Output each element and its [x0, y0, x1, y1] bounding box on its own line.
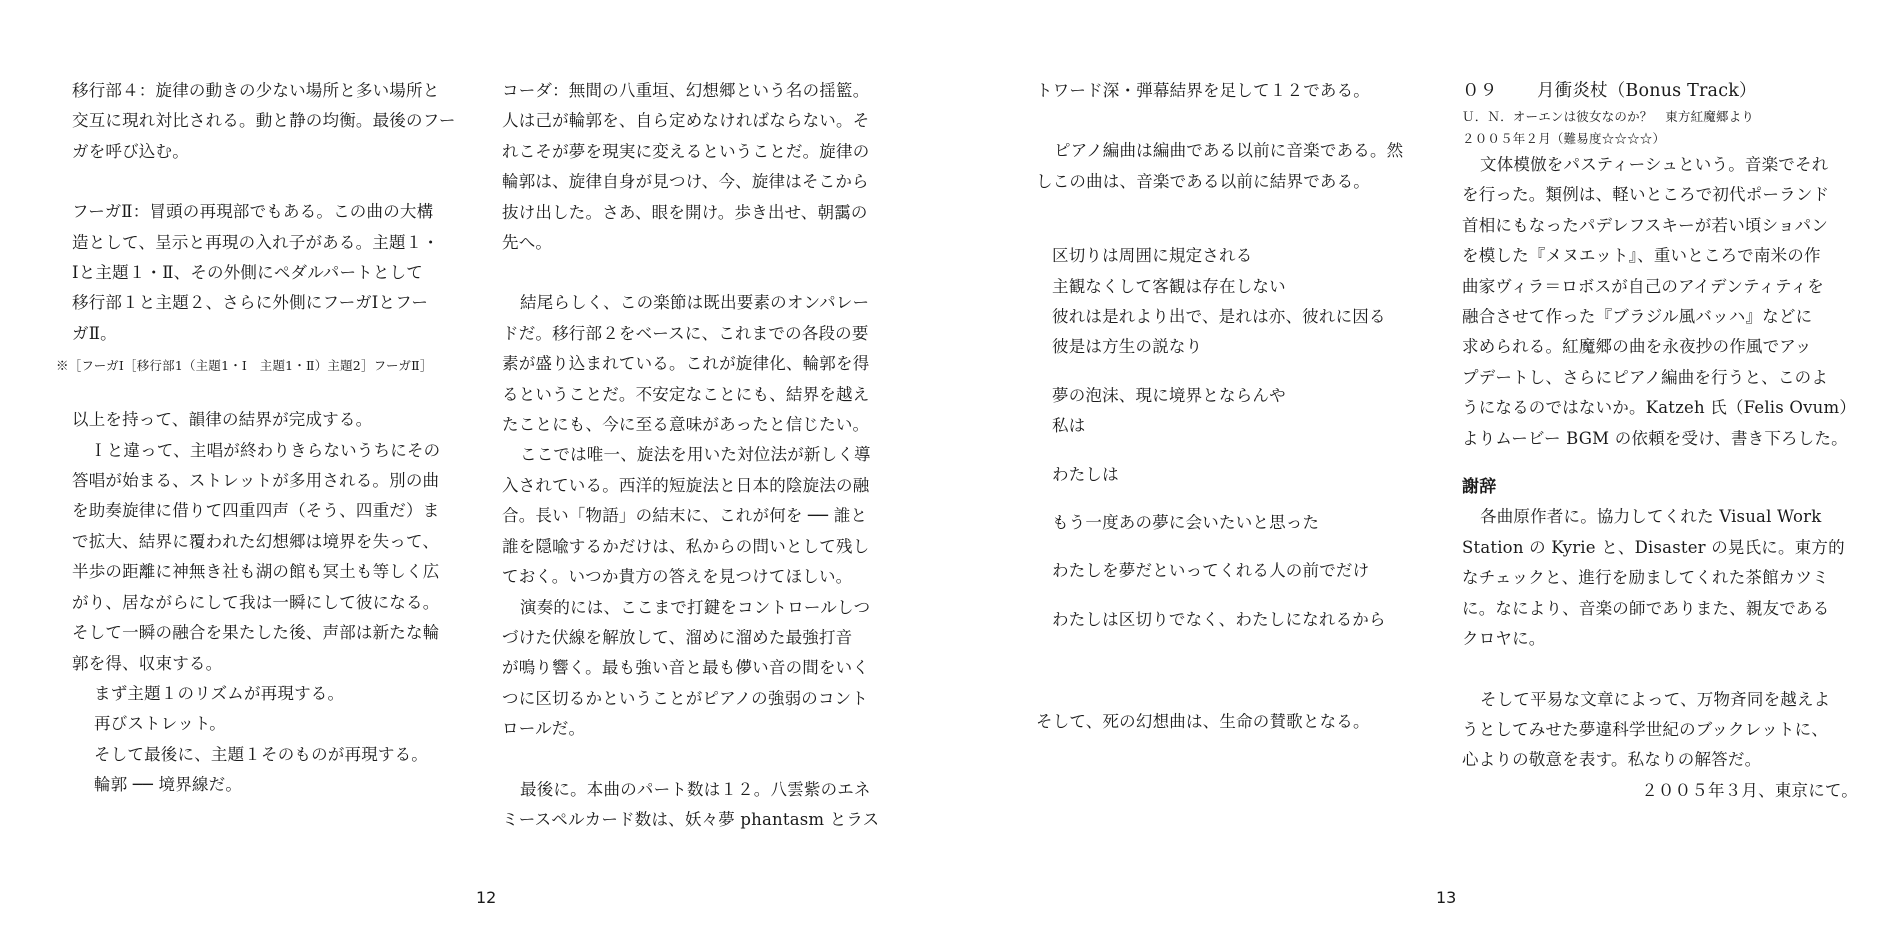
text-line: 融合させて作った『ブラジル風バッハ』などに [1462, 307, 1813, 327]
text-line: Ⅰと主題１・Ⅱ、その外側にペダルパートとして [72, 263, 423, 283]
text-line: 文体模倣をパスティーシュという。音楽でそれ [1480, 155, 1829, 174]
text-line: 誰を隠喩するかだけは、私からの問いとして残し [502, 536, 870, 556]
text-line: で拡大、結界に覆われた幻想郷は境界を失って、 [72, 531, 440, 551]
text-line: 再びストレット。 [94, 714, 226, 734]
track-heading [1462, 76, 1862, 106]
text-line: クロヤに。 [1462, 629, 1546, 649]
text-line: るということだ。不安定なことにも、結界を越え [502, 384, 870, 404]
text-line: トワード深・弾幕結界を足して１２である。 [1036, 81, 1370, 100]
text-line: れこそが夢を現実に変えるということだ。旋律の [502, 141, 870, 161]
text-line: 先へ。 [502, 233, 553, 253]
poem-line: 私は [1052, 416, 1086, 436]
poem-line: 区切りは周囲に規定される [1052, 246, 1253, 266]
text-line: 造として、呈示と再現の入れ子がある。主題１・ [72, 232, 440, 252]
text-line: 抜け出した。さあ、眼を開け。歩き出せ、朝靄の [502, 202, 868, 222]
poem-line: わたしは区切りでなく、わたしになれるから [1052, 609, 1386, 629]
text-line: Ｉと違って、主唱が終わりきらないうちにその [90, 440, 441, 460]
text-line: 人は己が輪郭を、自ら定めなければならない。そ [502, 111, 870, 131]
text-line: しこの曲は、音楽である以前に結界である。 [1036, 171, 1370, 191]
text-line: 入されている。西洋的短旋法と日本的陰旋法の融 [502, 475, 870, 495]
text-line: 答唱が始まる、ストレットが多用される。別の曲 [72, 471, 440, 491]
text-line: 以上を持って、韻律の結界が完成する。 [72, 410, 373, 430]
text-line: そして平易な文章によって、万物斉同を越えよ [1480, 689, 1831, 709]
text-line: が鳴り響く。最も強い音と最も儚い音の間をいく [502, 658, 870, 678]
text-line: Station の Kyrie と、Disaster の晃氏に。東方的 [1462, 537, 1845, 557]
thanks-heading: 謝辞 [1462, 477, 1497, 498]
poem-line: もう一度あの夢に会いたいと思った [1052, 513, 1320, 533]
text-line: コーダ：無間の八重垣、幻想郷という名の揺籃。 [502, 81, 870, 100]
text-line: フーガⅡ：冒頭の再現部でもある。この曲の大構 [72, 202, 434, 222]
poem-line: 主観なくして客観は存在しない [1052, 276, 1286, 296]
poem [1036, 241, 1436, 635]
text-line: 心よりの敬意を表す。私なりの解答だ。 [1462, 750, 1762, 770]
poem-line: わたしを夢だといってくれる人の前でだけ [1052, 561, 1370, 581]
poem-line: 彼是は方生の説なり [1052, 337, 1203, 357]
text-line: 郭を得、収束する。 [72, 653, 223, 673]
track-number: ０９ [1462, 81, 1498, 101]
text-line: 曲家ヴィラ＝ロボスが自己のアイデンティティを [1462, 276, 1824, 296]
text-line: 合。長い「物語」の結末に、これが何を ── 誰と [502, 506, 868, 526]
text-line: そして一瞬の融合を果たした後、声部は新たな輪 [72, 623, 440, 643]
text-line: なチェックと、進行を励ましてくれた茶館カツミ [1462, 568, 1829, 588]
text-line: うとしてみせた夢違科学世紀のブックレットに、 [1462, 719, 1829, 739]
text-line: 各曲原作者に。協力してくれた Visual Work [1480, 507, 1822, 527]
text-line: 半歩の距離に神無き社も湖の館も冥土も等しく広 [72, 562, 440, 582]
text-line: そして、死の幻想曲は、生命の賛歌となる。 [1036, 712, 1370, 732]
text-line: 結尾らしく、この楽節は既出要素のオンパレー [520, 293, 870, 313]
page12-column-1 [56, 76, 472, 801]
text-line: 演奏的には、ここまで打鍵をコントロールしつ [520, 597, 871, 617]
text-line: 輪郭は、旋律自身が見つけ、今、旋律はそこから [502, 172, 869, 192]
text-line: を模した『メヌエット』、重いところで南米の作 [1462, 246, 1821, 266]
text-line: を行った。類例は、軽いところで初代ポーランド [1462, 185, 1830, 205]
poem-line: 夢の泡沫、現に境界とならんや [1052, 385, 1286, 405]
text-line: ガを呼び込む。 [72, 141, 189, 161]
text-line: ここでは唯一、旋法を用いた対位法が新しく導 [520, 445, 871, 465]
track-source: Ｕ．Ｎ．オーエンは彼女なのか？ 東方紅魔郷より [1462, 109, 1755, 124]
text-line: 求められる。紅魔郷の曲を永夜抄の作風でアッ [1462, 337, 1812, 357]
signature-line: ２００５年３月、東京にて。 [1641, 780, 1858, 800]
page-number-left: 12 [476, 888, 497, 907]
text-line: 移行部４：旋律の動きの少ない場所と多い場所と [72, 81, 440, 100]
text-line: そして最後に、主題１そのものが再現する。 [94, 744, 428, 764]
poem-line: 彼れは是れより出で、是れは亦、彼れに因る [1052, 307, 1386, 327]
text-line: 最後に。本曲のパート数は１２。八雲紫のエネ [520, 779, 871, 799]
poem-line: わたしは [1052, 464, 1119, 484]
text-line: づけた伏線を解放して、溜めに溜めた最強打音 [502, 627, 853, 647]
page12-column-2 [502, 76, 902, 835]
text-line: 輪郭 ── 境界線だ。 [94, 775, 243, 795]
page13-column-2 [1462, 76, 1862, 806]
page13-column-1 [1036, 76, 1436, 738]
track-title: 月衝炎杖（Bonus Track） [1536, 81, 1757, 101]
text-line: ておく。いつか貴方の答えを見つけてほしい。 [502, 567, 853, 587]
text-line: ミースペルカード数は、妖々夢 phantasm とラス [502, 809, 880, 829]
page-number-right: 13 [1436, 888, 1457, 907]
text-line: プデートし、さらにピアノ編曲を行うと、このよ [1462, 367, 1829, 387]
text-line: まず主題１のリズムが再現する。 [94, 683, 345, 703]
text-line: つに区切るかということがピアノの強弱のコント [502, 688, 869, 708]
text-line: に。なにより、音楽の師でありまた、親友である [1462, 598, 1830, 618]
text-line: 首相にもなったパデレフスキーが若い頃ショパン [1462, 215, 1829, 235]
text-line: ロールだ。 [502, 719, 586, 739]
text-line: 交互に現れ対比される。動と静の均衡。最後のフー [72, 111, 456, 131]
text-line: うになるのではないか。Katzeh 氏（Felis Ovum） [1462, 398, 1857, 418]
text-line: ドだ。移行部２をベースに、これまでの各段の要 [502, 323, 869, 343]
text-line: がり、居ながらにして我は一瞬にして彼になる。 [72, 592, 440, 612]
text-line: 移行部１と主題２、さらに外側にフーガⅠとフー [72, 293, 429, 313]
text-line: を助奏旋律に借りて四重四声（そう、四重だ）ま [72, 501, 440, 521]
text-line: ガⅡ。 [72, 323, 117, 343]
track-date: ２００５年２月（難易度☆☆☆☆） [1462, 131, 1666, 146]
text-line: たことにも、今に至る意味があったと信じたい。 [502, 415, 870, 435]
text-line: よりムービー BGM の依頼を受け、書き下ろした。 [1462, 428, 1848, 448]
text-line: 素が盛り込まれている。これが旋律化、輪郭を得 [502, 354, 870, 374]
text-line: ピアノ編曲は編曲である以前に音楽である。然 [1054, 141, 1404, 161]
structure-note: ※［フーガⅠ［移行部1（主題1・Ⅰ 主題1・Ⅱ）主題2］フーガⅡ］ [56, 358, 433, 374]
